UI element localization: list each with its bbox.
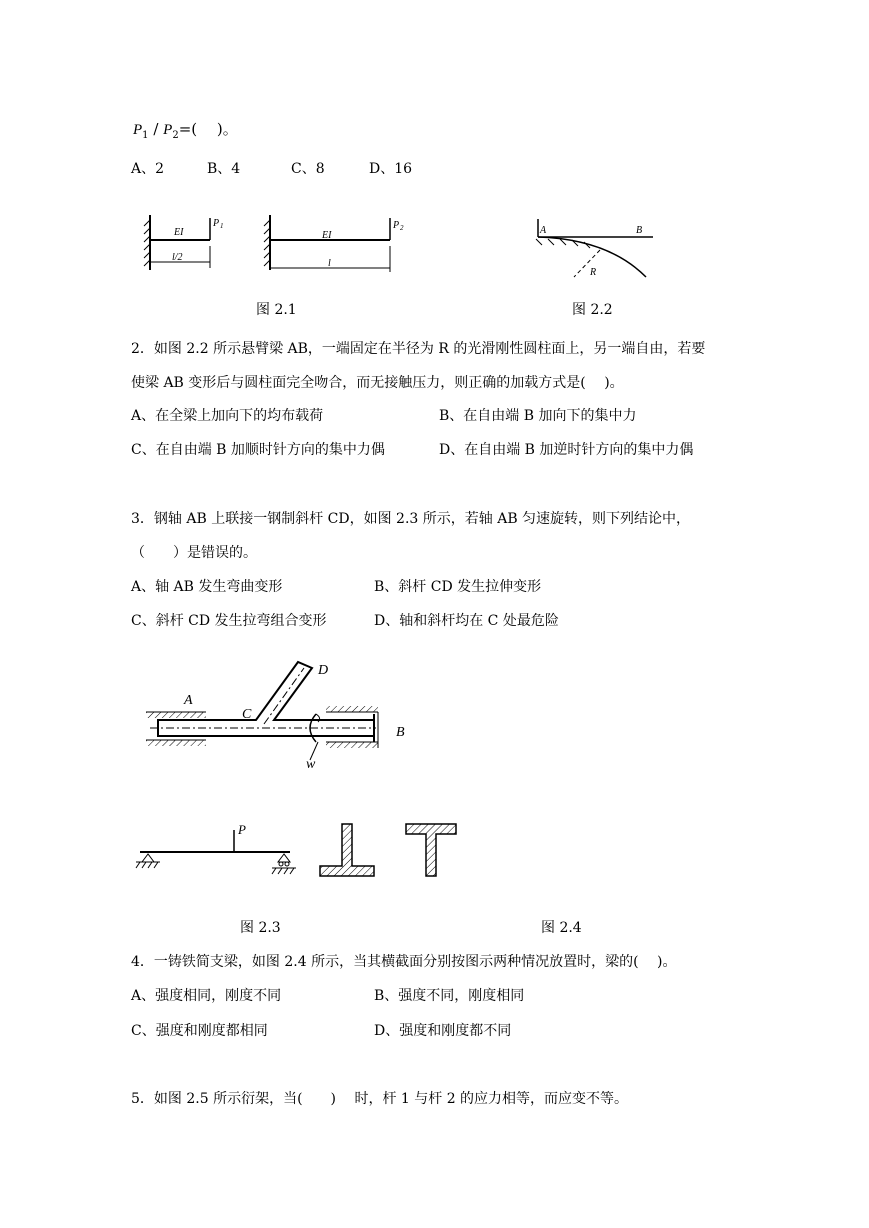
- fig23-label-b: B: [396, 725, 405, 740]
- fig22-label-a: A: [540, 225, 547, 236]
- q3-line-2: （ ）是错误的。: [131, 545, 257, 561]
- q2-option-d: D、在自由端 B 加逆时针方向的集中力偶: [439, 442, 694, 458]
- q2-option-a: A、在全梁上加向下的均布载荷: [131, 408, 324, 424]
- p1-sub: 1: [220, 222, 224, 230]
- p1-label: P: [213, 218, 220, 229]
- q2-line-1: 2．如图 2.2 所示悬臂梁 AB，一端固定在半径为 R 的光滑刚性圆柱面上，另一端自由，若要: [131, 341, 706, 357]
- q4-option-a: A、强度相同，刚度不同: [131, 988, 282, 1004]
- figure-2-3: [146, 656, 416, 776]
- q4-line-1: 4．一铸铁简支梁，如图 2.4 所示，当其横截面分别按图示两种情况放置时，梁的( )。: [131, 954, 677, 970]
- ei-label-right: EI: [322, 230, 332, 241]
- figure-2-2: [528, 215, 658, 285]
- q2-option-b: B、在自由端 B 加向下的集中力: [439, 408, 637, 424]
- formula-p1: P: [133, 122, 143, 138]
- figure-2-2-caption: 图 2.2: [572, 302, 613, 318]
- fig22-label-b: B: [636, 225, 643, 236]
- p2-sub: 2: [400, 224, 404, 232]
- figure-2-4: [130, 818, 470, 888]
- fig23-label-w: w: [306, 757, 316, 772]
- q3-option-d: D、轴和斜杆均在 C 处最危险: [374, 613, 559, 629]
- fig23-label-d: D: [318, 663, 329, 678]
- dim-right-label: l: [328, 258, 331, 269]
- figure-2-4-caption: 图 2.4: [541, 920, 582, 936]
- formula-p2: P: [163, 122, 173, 138]
- formula-sub1: 1: [142, 130, 149, 141]
- q4-option-c: C、强度和刚度都相同: [131, 1023, 268, 1039]
- formula-sub2: 2: [172, 130, 179, 141]
- dim-left-label: l/2: [172, 252, 183, 263]
- q1-option-c: C、8: [291, 161, 325, 177]
- q1-option-a: A、2: [131, 161, 165, 177]
- fig23-label-c: C: [242, 707, 252, 722]
- left-beam: [144, 215, 224, 270]
- right-beam: [264, 215, 404, 272]
- q2-option-c: C、在自由端 B 加顺时针方向的集中力偶: [131, 442, 385, 458]
- q5-line-1: 5．如图 2.5 所示衍架，当( ) 时，杆 1 与杆 2 的应力相等，而应变不等。: [131, 1091, 629, 1107]
- q2-line-2: 使梁 AB 变形后与圆柱面完全吻合，而无接触压力，则正确的加载方式是( )。: [131, 375, 624, 391]
- ratio-formula: [133, 118, 238, 141]
- q3-line-1: 3．钢轴 AB 上联接一钢制斜杆 CD，如图 2.3 所示，若轴 AB 匀速旋转，则下列结论中，: [131, 511, 691, 527]
- q3-option-c: C、斜杆 CD 发生拉弯组合变形: [131, 613, 327, 629]
- figure-2-1-caption: 图 2.1: [256, 302, 297, 318]
- fig23-label-a: A: [184, 693, 193, 708]
- q1-option-b: B、4: [207, 161, 241, 177]
- q3-option-a: A、轴 AB 发生弯曲变形: [131, 579, 283, 595]
- q3-option-b: B、斜杆 CD 发生拉伸变形: [374, 579, 542, 595]
- fig22-label-r: R: [590, 267, 597, 278]
- p2-label: P: [393, 220, 400, 231]
- q4-option-d: D、强度和刚度都不同: [374, 1023, 512, 1039]
- figure-2-3-caption: 图 2.3: [240, 920, 281, 936]
- figure-2-1: [140, 210, 420, 280]
- ei-label-left: EI: [174, 227, 184, 238]
- formula-slash: /: [148, 120, 164, 138]
- q1-option-d: D、16: [369, 161, 413, 177]
- q4-option-b: B、强度不同，刚度相同: [374, 988, 525, 1004]
- fig24-label-p: P: [238, 822, 246, 837]
- formula-tail: =( )。: [178, 120, 238, 138]
